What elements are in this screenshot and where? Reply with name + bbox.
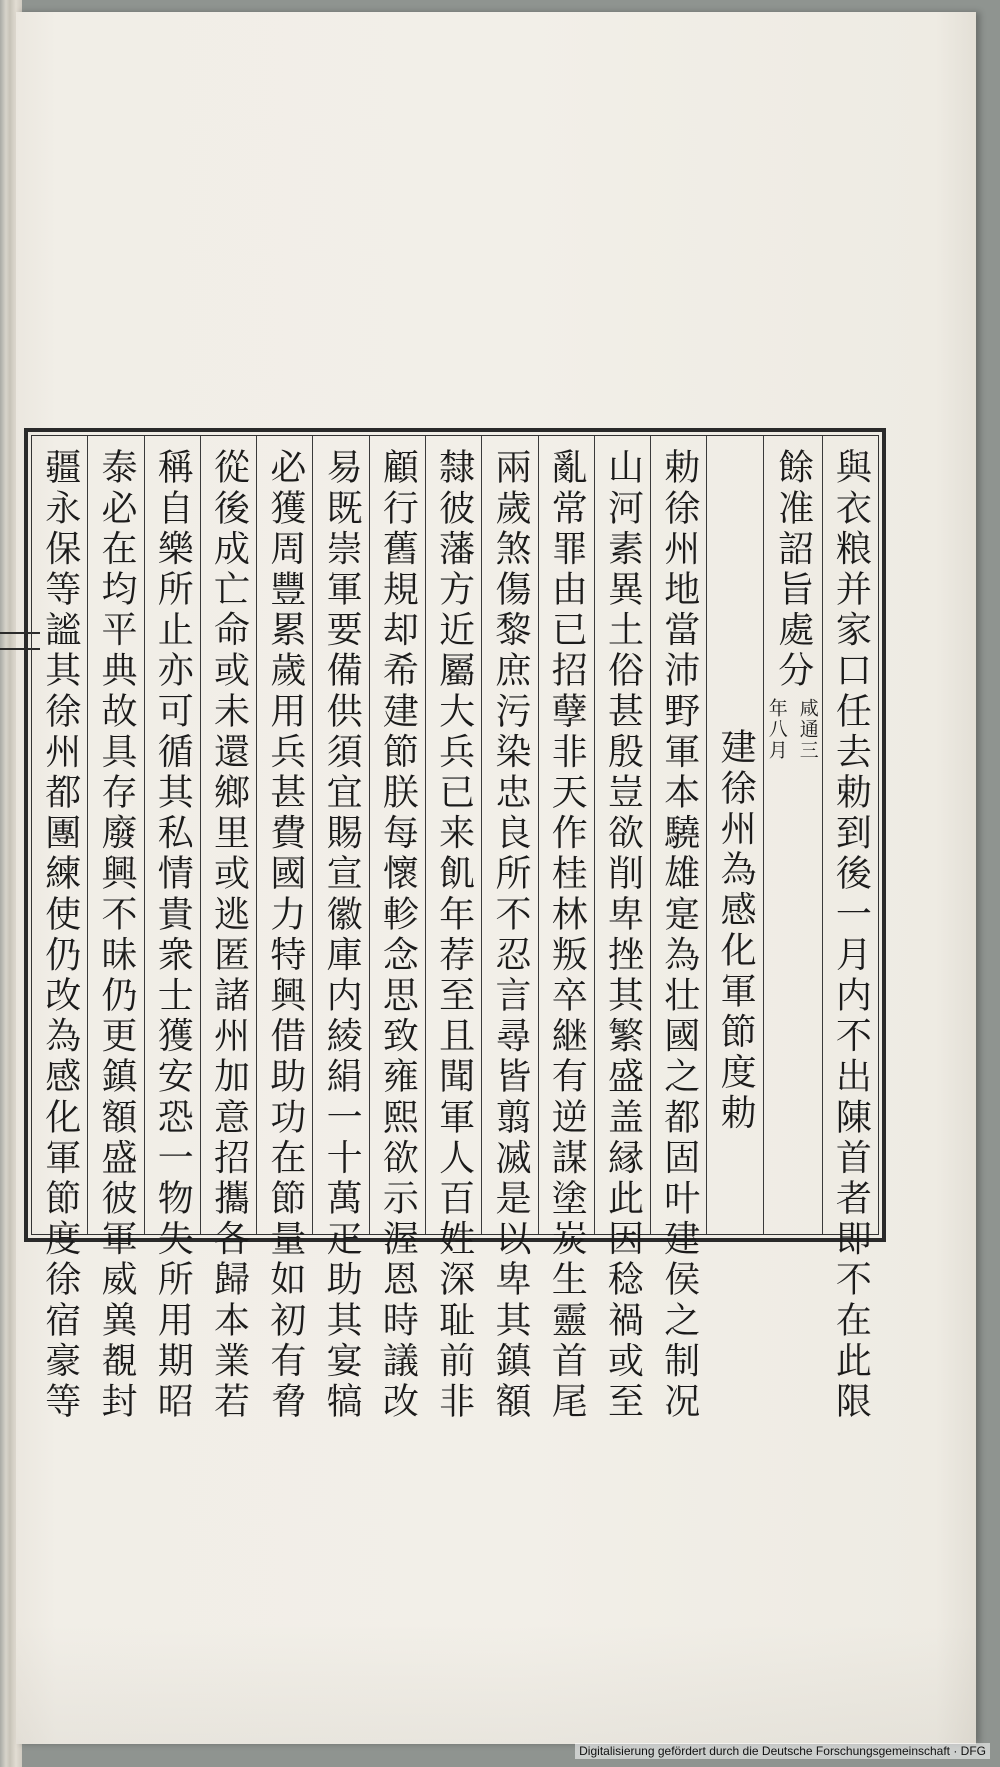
text-column	[312, 436, 368, 1423]
date-note-line: 咸通三	[796, 697, 819, 761]
text-column	[87, 436, 143, 1423]
text-column	[822, 436, 878, 1423]
column-text: 必獲周豐累歲用兵甚費國力特興借助功在節量如初有脅	[264, 448, 306, 1423]
column-text: 勅徐州地當沛野軍本驍雄寔為壮國之都固叶建侯之制况	[658, 448, 700, 1423]
text-column	[425, 436, 481, 1423]
column-text: 稱自樂所止亦可循其私情貴衆士獲安恐一物失所用期昭	[152, 448, 194, 1423]
text-column	[256, 436, 312, 1423]
column-text: 與衣粮并家口任去勅到後一月内不出陳首者即不在此限	[830, 448, 872, 1423]
date-note-line: 年八月	[765, 697, 788, 761]
column-text: 從後成亡命或未還鄉里或逃匿諸州加意招攜各歸本業若	[208, 448, 250, 1423]
title-column	[706, 436, 762, 1234]
text-column	[200, 436, 256, 1423]
decree-title: 建徐州為感化軍節度勅	[715, 728, 757, 1134]
text-column	[369, 436, 425, 1423]
column-text: 顧行舊規却希建節朕每懷軫念思致雍熙欲示渥恩時議改	[377, 448, 419, 1423]
text-columns	[31, 435, 879, 1423]
text-column	[763, 436, 822, 1234]
column-text: 亂常罪由已招孽非天作桂林叛卒継有逆謀塗炭生靈首尾	[546, 448, 588, 1423]
text-column	[481, 436, 537, 1423]
dfg-footer: Digitalisierung gefördert durch die Deutsche Forschungsgemeinschaft · DFG	[575, 1743, 990, 1759]
text-column	[650, 436, 706, 1423]
text-column	[144, 436, 200, 1423]
column-text: 兩歲煞傷黎庶污染忠良所不忍言尋皆翦㓕是以卑其鎮額	[489, 448, 531, 1423]
text-column	[538, 436, 594, 1423]
text-column	[594, 436, 650, 1423]
column-text: 泰必在均平典故具存廢興不昧仍更鎮額盛彼軍威兾覩封	[95, 448, 137, 1423]
column-text: 疆永保等謐其徐州都團練使仍改為感化軍節度徐宿豪等	[39, 448, 81, 1423]
text-column	[32, 436, 87, 1423]
date-note	[764, 698, 822, 761]
column-text: 餘准詔旨處分	[772, 448, 814, 692]
column-text: 易既崇軍要備供須宜賜宣徽庫内綾絹一十萬疋助其宴犒	[321, 448, 363, 1423]
text-frame	[24, 428, 886, 1423]
column-text: 山河素異土俗甚殷豈欲削卑挫其繁盛盖縁此因稔禍或至	[602, 448, 644, 1423]
column-text: 隸彼藩方近屬大兵已来飢年荐至且聞軍人百姓深耻前非	[433, 448, 475, 1423]
